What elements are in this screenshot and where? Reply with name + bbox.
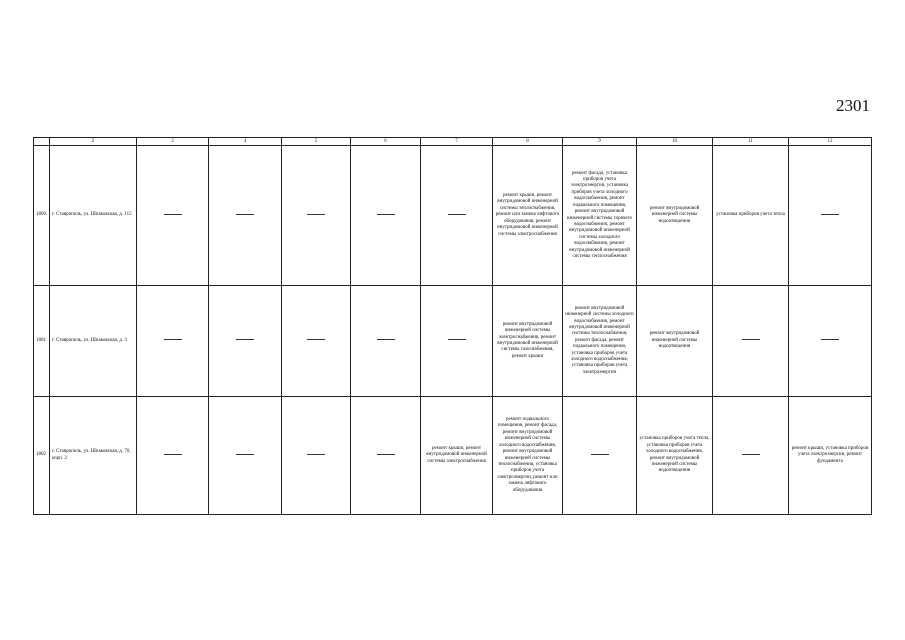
empty-cell	[282, 286, 351, 397]
address-cell: г. Ставрополь, ул. Шпаковская, д. 70, корп. 2	[50, 397, 137, 515]
column-header: 9	[563, 138, 637, 146]
dash-mark	[236, 214, 254, 215]
dash-mark	[742, 454, 760, 455]
empty-cell	[789, 286, 872, 397]
work-cell: установка приборов учета тепла	[713, 146, 789, 286]
empty-cell	[713, 397, 789, 515]
work-cell: ремонт подвального помещения, ремонт фасада, ремонт внутридомовой инженерной системы холодного водоснабжения, ремонт внутридомовой инженерной системы теплоснабжения, установка приборов учета электроэнергии, ремонт или замена лифтового оборудования	[493, 397, 563, 515]
dash-mark	[164, 454, 182, 455]
column-header	[34, 138, 50, 146]
work-cell: ремонт внутридомовой инженерной системы холодного водоснабжения, ремонт внутридомовой инженерной системы теплоснабжения, ремонт фасада, ремонт подвального помещения, установка приборов учета холодного водоснабжения, установка приборов учета электроэнергии	[563, 286, 637, 397]
work-cell: ремонт внутридомовой инженерной системы водоотведения	[637, 146, 713, 286]
table-row	[34, 286, 872, 397]
dash-mark	[307, 339, 325, 340]
table-row	[34, 146, 872, 286]
empty-cell	[137, 286, 209, 397]
dash-mark	[307, 454, 325, 455]
dash-mark	[448, 339, 466, 340]
empty-cell	[789, 146, 872, 286]
work-cell: ремонт крыши, ремонт внутридомовой инженерной системы теплоснабжения, ремонт или замена лифтового оборудования, ремонт внутридомовой инженерной системы электроснабжения	[493, 146, 563, 286]
dash-mark	[377, 339, 395, 340]
empty-cell	[137, 146, 209, 286]
dash-mark	[377, 454, 395, 455]
dash-mark	[591, 454, 609, 455]
dash-mark	[448, 214, 466, 215]
column-header: 12	[789, 138, 872, 146]
address-cell: г. Ставрополь, ул. Шпаковская, д. 3	[50, 286, 137, 397]
column-header: 11	[713, 138, 789, 146]
row-number: 1801	[34, 286, 50, 397]
empty-cell	[351, 397, 421, 515]
column-header: 4	[209, 138, 282, 146]
empty-cell	[282, 146, 351, 286]
column-header: 6	[351, 138, 421, 146]
empty-cell	[563, 397, 637, 515]
empty-cell	[713, 286, 789, 397]
empty-cell	[209, 286, 282, 397]
work-cell: ремонт внутридомовой инженерной системы электроснабжения, ремонт внутридомовой инженерной системы газоснабжения, ремонт крыши	[493, 286, 563, 397]
empty-cell	[351, 286, 421, 397]
page-number: 2301	[836, 96, 870, 115]
dash-mark	[164, 214, 182, 215]
dash-mark	[307, 214, 325, 215]
empty-cell	[137, 397, 209, 515]
empty-cell	[421, 146, 493, 286]
empty-cell	[209, 146, 282, 286]
column-header: 3	[137, 138, 209, 146]
column-header: 10	[637, 138, 713, 146]
dash-mark	[377, 214, 395, 215]
dash-mark	[821, 214, 839, 215]
work-cell: ремонт крыши, установка приборов учета электроэнергии, ремонт фундамента	[789, 397, 872, 515]
empty-cell	[421, 286, 493, 397]
dash-mark	[742, 339, 760, 340]
column-header: 8	[493, 138, 563, 146]
work-schedule-table	[33, 137, 872, 515]
table-row	[34, 397, 872, 515]
dash-mark	[236, 339, 254, 340]
column-header: 7	[421, 138, 493, 146]
column-header: 5	[282, 138, 351, 146]
dash-mark	[821, 339, 839, 340]
address-cell: г. Ставрополь, ул. Шпаковская, д. 115	[50, 146, 137, 286]
dash-mark	[164, 339, 182, 340]
dash-mark	[236, 454, 254, 455]
column-header: 2	[50, 138, 137, 146]
work-cell: ремонт крыши, ремонт внутридомовой инженерной системы электроснабжения	[421, 397, 493, 515]
empty-cell	[282, 397, 351, 515]
work-cell: ремонт внутридомовой инженерной системы водоотведения	[637, 286, 713, 397]
header-row	[34, 138, 872, 146]
empty-cell	[351, 146, 421, 286]
row-number: 1800.	[34, 146, 50, 286]
work-cell: установка приборов учета тепла, установка приборов учета холодного водоснабжения, ремонт внутридомовой инженерной системы водоотведения	[637, 397, 713, 515]
row-number: 1802	[34, 397, 50, 515]
work-cell: ремонт фасада, установка приборов учета электроэнергии, установка приборов учета холодного водоснабжения, ремонт подвального помещения, ремонт внутридомовой инженерной системы горячего водоснабжения, ремонт внутридомовой инженерной системы холодного водоснабжения, ремонт внутридомовой инженерной системы теплоснабжения	[563, 146, 637, 286]
empty-cell	[209, 397, 282, 515]
